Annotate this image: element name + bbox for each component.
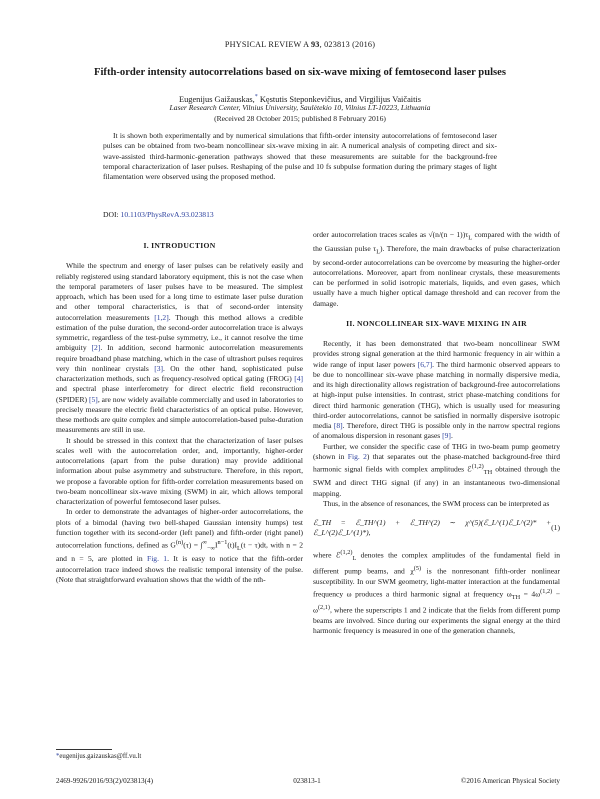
citation-link[interactable]: [5]: [89, 394, 98, 404]
equation-1: [313, 518, 560, 539]
swm-paragraph-3: Thus, in the absence of resonances, the SWM process can be interpreted as: [323, 498, 550, 508]
intro-continuation: order autocorrelation traces scales as $√(n/(n - 1))\tau_L$ compared with the width of the Gaussian pulse $\tau_L$). Therefore, the main drawbacks of pulse characterization by second-order autocorrelations can be overcome by measuring the higher-order autocorrelations. Moreover, apart from nonlinear crystals, these measurements can be performed in solid isotropic materials, liquids, and even gases, which usually have a much higher optical damage threshold and can recover from the damage.: [313, 230, 560, 308]
citation-link[interactable]: [8]: [333, 421, 343, 430]
running-head: [0, 40, 600, 49]
citation-link[interactable]: [3]: [154, 363, 164, 373]
issn-code: 2469-9926/2016/93(2)/023813(4): [56, 777, 154, 785]
author-email[interactable]: eugenijus.gaizauskas@ff.vu.lt: [59, 753, 142, 760]
intro-paragraph-2: It should be stressed in this context that the characterization of laser pulses scales well with the autocorrelation order, and, importantly, higher-order autocorrelations (apart from the pulse duration) may provide additional information about pulse asymmetry and substructure. Therefore, in this report, we propose a favorable option for fifth-order correlation measurements based on two-beam noncollinear six-wave mixing (SWM) in air, which allows temporal characterization of powerful femtosecond laser pulses.: [56, 435, 303, 506]
journal-citation: , 023813 (2016): [319, 40, 376, 49]
footnote: [56, 753, 141, 760]
footnote-divider: [56, 749, 112, 750]
left-column: [56, 241, 303, 585]
citation-link[interactable]: [1,2]: [154, 312, 169, 322]
paper-title: Fifth-order intensity autocorrelations based on six-wave mixing of femtosecond laser pulses: [94, 67, 506, 78]
citation-link[interactable]: [6,7]: [417, 359, 433, 369]
swm-paragraph-4: where ℰ$^{(1,2)}_L$ denotes the complex amplitudes of the fundamental field in different pump beams, and $\chi^{(5)}$ is the nonresonant fifth-order nonlinear susceptibility. In our SWM geometry, light-matter interaction at the fundamental frequency ω produces a third harmonic signal at frequency $\omega_{TH} = 4\omega^{(1,2)} - \omega^{(2,1)}$, where the superscripts 1 and 2 indicate that the fields from different pump beams are involved. Since during our experiments the signal energy at the third harmonic frequency is measured in one of the generation channels,: [313, 548, 560, 636]
citation-link[interactable]: [9]: [442, 431, 451, 441]
footnote-mark: *: [56, 753, 60, 760]
intro-paragraph-1: While the spectrum and energy of laser pulses can be relatively easily and reliably registered using standard laboratory equipment, this is not the case when the temporal parameters of laser pulses have to be measured. The simplest approach, which has been used for a long time to estimate laser pulse duration and other temporal characteristics, is that of second-order intensity autocorrelation measurements [1,2]. Though this method allows a credible estimation of the pulse duration, the second-order autocorrelation trace is always symmetric, regardless of the test-pulse symmetry, i.e., it cannot resolve the time ambiguity [2]. In addition, second harmonic autocorrelation measurements require broadband phase matching, which in the case of ultrashort pulses requires very thin nonlinear crystals [3]. On the other hand, sophisticated pulse characterization methods, such as frequency-resolved optical gating (FROG) [4] and spectral phase interferometry for direct electric field reconstruction (SPIDER) [5], are now widely available commercially and used in laboratories to precisely measure the electric field characteristics of an optical pulse. However, these methods are quite complex and simple autocorrelation-based pulse-duration measurements are still in use.: [56, 261, 304, 435]
affiliation: Laser Research Center, Vilnius University, Saulėtekio 10, Vilnius LT-10223, Lithuania: [169, 103, 431, 112]
doi-line: [103, 210, 214, 219]
right-column: [313, 230, 560, 636]
author-1: Eugenijus Gaižauskas,: [178, 94, 255, 104]
section-heading-six-wave-mixing: II. NONCOLLINEAR SIX-WAVE MIXING IN AIR: [346, 318, 527, 328]
intro-paragraph-3: In order to demonstrate the advantages of higher-order autocorrelations, the plots of a bimodal (having two bell-shaped Gaussian intensity humps) test function together with its second-order (left panel) and fifth-order (right panel) autocorrelation functions, defined as $G^{(n)}(\tau) = \int^\infty_{-\infty}I^{n-1}(t)I_L(t - \tau)dt$, with n = 2 and n = 5, are plotted in Fig. 1. It is easy to notice that the fifth-order autocorrelation trace indeed shows the realistic temporal intensity of the pulse. (Note that straightforward evaluation shows that the width of the nth-: [56, 507, 303, 584]
doi-link[interactable]: 10.1103/PhysRevA.93.023813: [120, 210, 214, 219]
figure-link[interactable]: Fig. 2: [347, 451, 367, 461]
swm-paragraph-2: Further, we consider the specific case of THG in two-beam pump geometry (shown in Fig. 2) that separates out the phase-matched background-free third harmonic signal fields with complex amplitudes ℰ$^{(1,2)}_{TH}$ obtained through the SWM and direct THG signal (if any) in an instantaneous two-dimensional mapping.: [313, 441, 560, 498]
figure-link[interactable]: Fig. 1: [147, 554, 168, 564]
corresponding-author-mark[interactable]: *: [254, 94, 258, 100]
equation-body: ℰ_TH = ℰ_TH^(1) + ℰ_TH^(2) ∼ χ^(5)(ℰ_L^(1)ℰ_L^(2)* + ℰ_L^(2)ℰ_L^(1)*),: [313, 518, 552, 538]
abstract: It is shown both experimentally and by numerical simulations that fifth-order intensity autocorrelations of femtosecond laser pulses can be obtained from two-beam noncollinear six-wave mixing in air. A numerical analysis of competing direct and six-wave-assisted third-harmonic-generation pathways showed that these measurements are suitable for the background-free temporal characterization of laser pulses. Reshaping of the pulse and 10 fs subpulse formation during the primary stages of light filamentation were observed using the proposed method.: [103, 131, 497, 182]
received-dates: (Received 28 October 2015; published 8 February 2016): [214, 114, 386, 123]
other-authors: Kęstutis Steponkevičius, and Virgilijus Vaičaitis: [257, 94, 422, 104]
doi-label: DOI:: [103, 210, 121, 219]
equation-number: (1): [551, 523, 560, 533]
citation-link[interactable]: [2]: [91, 343, 101, 353]
journal-name: PHYSICAL REVIEW A: [224, 40, 309, 49]
citation-link[interactable]: [4]: [294, 374, 303, 383]
page-number: 023813-1: [293, 777, 321, 785]
copyright: ©2016 American Physical Society: [460, 777, 560, 785]
journal-volume: 93: [311, 40, 320, 49]
swm-paragraph-1: Recently, it has been demonstrated that two-beam noncollinear SWM provides strong signal generation at the third harmonic frequency in air within a wide range of input laser powers [6,7]. The third harmonic observed appears to be due to noncollinear six-wave phase matching in normally dispersive media, and its high directionality allows registration of background-free autocorrelations at high-input pulse intensities. In contrast, strict phase-matching conditions for direct third harmonic generation (THG), which is usually used for measuring third-order autocorrelations, cannot be satisfied in normally dispersive isotropic media [8]. Therefore, direct THG is possible only in the narrow spectral regions of anomalous dispersion in resonant gases [9].: [313, 339, 560, 441]
section-heading-introduction: I. INTRODUCTION: [143, 241, 216, 250]
page-footer: [56, 777, 560, 785]
